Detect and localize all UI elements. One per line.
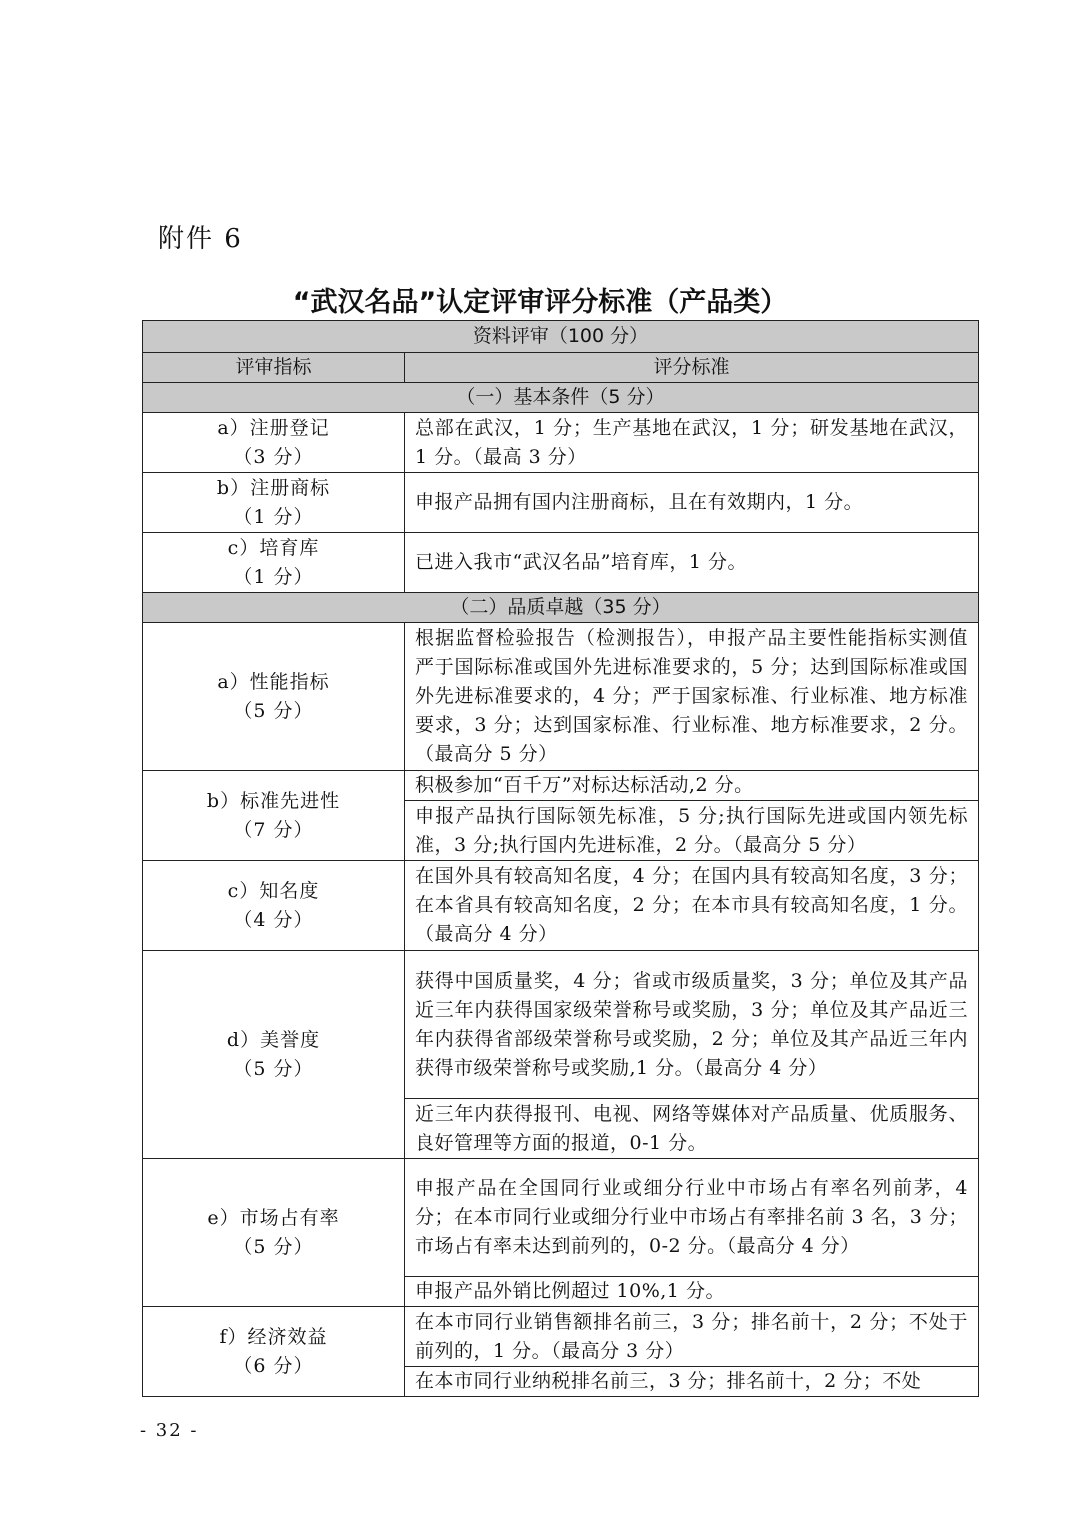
indicator-cell [143, 861, 405, 951]
scoring-standard-table [142, 320, 979, 1397]
criteria-cell: 已进入我市“武汉名品”培育库，1 分。 [405, 533, 979, 593]
table-row [143, 1159, 979, 1277]
indicator-name: c）培育库 [227, 536, 320, 559]
indicator-name: a）注册登记 [217, 416, 330, 439]
indicator-score: （5 分） [233, 1057, 314, 1080]
criteria-cell: 近三年内获得报刊、电视、网络等媒体对产品质量、优质服务、良好管理等方面的报道，0-1 分。 [405, 1099, 979, 1159]
section-header-quality: （二）品质卓越（35 分） [143, 593, 979, 623]
indicator-score: （4 分） [233, 908, 314, 931]
document-title: “武汉名品”认定评审评分标准（产品类） [292, 287, 788, 318]
indicator-cell [143, 1159, 405, 1307]
indicator-name: a）性能指标 [217, 670, 330, 693]
indicator-score: （3 分） [233, 445, 314, 468]
indicator-name: d）美誉度 [226, 1028, 321, 1051]
column-header-indicator: 评审指标 [143, 353, 405, 383]
table-row [143, 1307, 979, 1367]
criteria-cell: 申报产品在全国同行业或细分行业中市场占有率名列前茅，4 分；在本市同行业或细分行业中市场占有率排名前 3 名，3 分；市场占有率未达到前列的，0-2 分。（最高分 4 分） [405, 1159, 979, 1277]
indicator-cell [143, 413, 405, 473]
column-header-criteria: 评分标准 [405, 353, 979, 383]
criteria-cell: 申报产品外销比例超过 10%,1 分。 [405, 1277, 979, 1307]
criteria-cell: 在国外具有较高知名度，4 分；在国内具有较高知名度，3 分；在本省具有较高知名度，2 分；在本市具有较高知名度，1 分。（最高分 4 分） [405, 861, 979, 951]
table-row [143, 413, 979, 473]
table-row [143, 951, 979, 1099]
attachment-label: 附件 6 [158, 224, 243, 254]
criteria-cell: 根据监督检验报告（检测报告），申报产品主要性能指标实测值严于国际标准或国外先进标准要求的，5 分；达到国际标准或国外先进标准要求的，4 分；严于国家标准、行业标准、地方标准要求，3 分；达到国家标准、行业标准、地方标准要求，2 分。（最高分 5 分） [405, 623, 979, 771]
indicator-cell [143, 473, 405, 533]
indicator-cell [143, 1307, 405, 1397]
criteria-cell: 在本市同行业销售额排名前三，3 分；排名前十，2 分；不处于前列的，1 分。（最高分 3 分） [405, 1307, 979, 1367]
indicator-cell [143, 533, 405, 593]
indicator-name: e）市场占有率 [207, 1206, 340, 1229]
table-row [143, 771, 979, 801]
indicator-score: （7 分） [233, 818, 314, 841]
criteria-cell: 申报产品拥有国内注册商标，且在有效期内，1 分。 [405, 473, 979, 533]
criteria-cell: 申报产品执行国际领先标准，5 分;执行国际先进或国内领先标准，3 分;执行国内先进标准，2 分。（最高分 5 分） [405, 801, 979, 861]
section-header-basic: （一）基本条件（5 分） [143, 383, 979, 413]
table-row [143, 861, 979, 951]
criteria-cell: 获得中国质量奖，4 分；省或市级质量奖，3 分；单位及其产品近三年内获得国家级荣誉称号或奖励，3 分；单位及其产品近三年内获得省部级荣誉称号或奖励，2 分；单位及其产品近三年内获得市级荣誉称号或奖励,1 分。（最高分 4 分） [405, 951, 979, 1099]
indicator-score: （1 分） [233, 505, 314, 528]
table-top-header: 资料评审（100 分） [143, 321, 979, 353]
indicator-name: b）标准先进性 [206, 789, 341, 812]
indicator-cell [143, 623, 405, 771]
indicator-name: f）经济效益 [219, 1325, 328, 1348]
criteria-cell: 总部在武汉，1 分；生产基地在武汉，1 分；研发基地在武汉，1 分。（最高 3 分） [405, 413, 979, 473]
indicator-cell [143, 951, 405, 1159]
indicator-score: （5 分） [233, 699, 314, 722]
table-row [143, 533, 979, 593]
indicator-name: b）注册商标 [216, 476, 331, 499]
page-number: - 32 - [140, 1420, 199, 1441]
criteria-cell: 在本市同行业纳税排名前三，3 分；排名前十，2 分；不处 [405, 1367, 979, 1397]
table-row [143, 473, 979, 533]
indicator-score: （6 分） [233, 1354, 314, 1377]
table-row [143, 623, 979, 771]
indicator-score: （1 分） [233, 565, 314, 588]
indicator-name: c）知名度 [227, 879, 320, 902]
criteria-cell: 积极参加“百千万”对标达标活动,2 分。 [405, 771, 979, 801]
indicator-score: （5 分） [233, 1235, 314, 1258]
indicator-cell [143, 771, 405, 861]
